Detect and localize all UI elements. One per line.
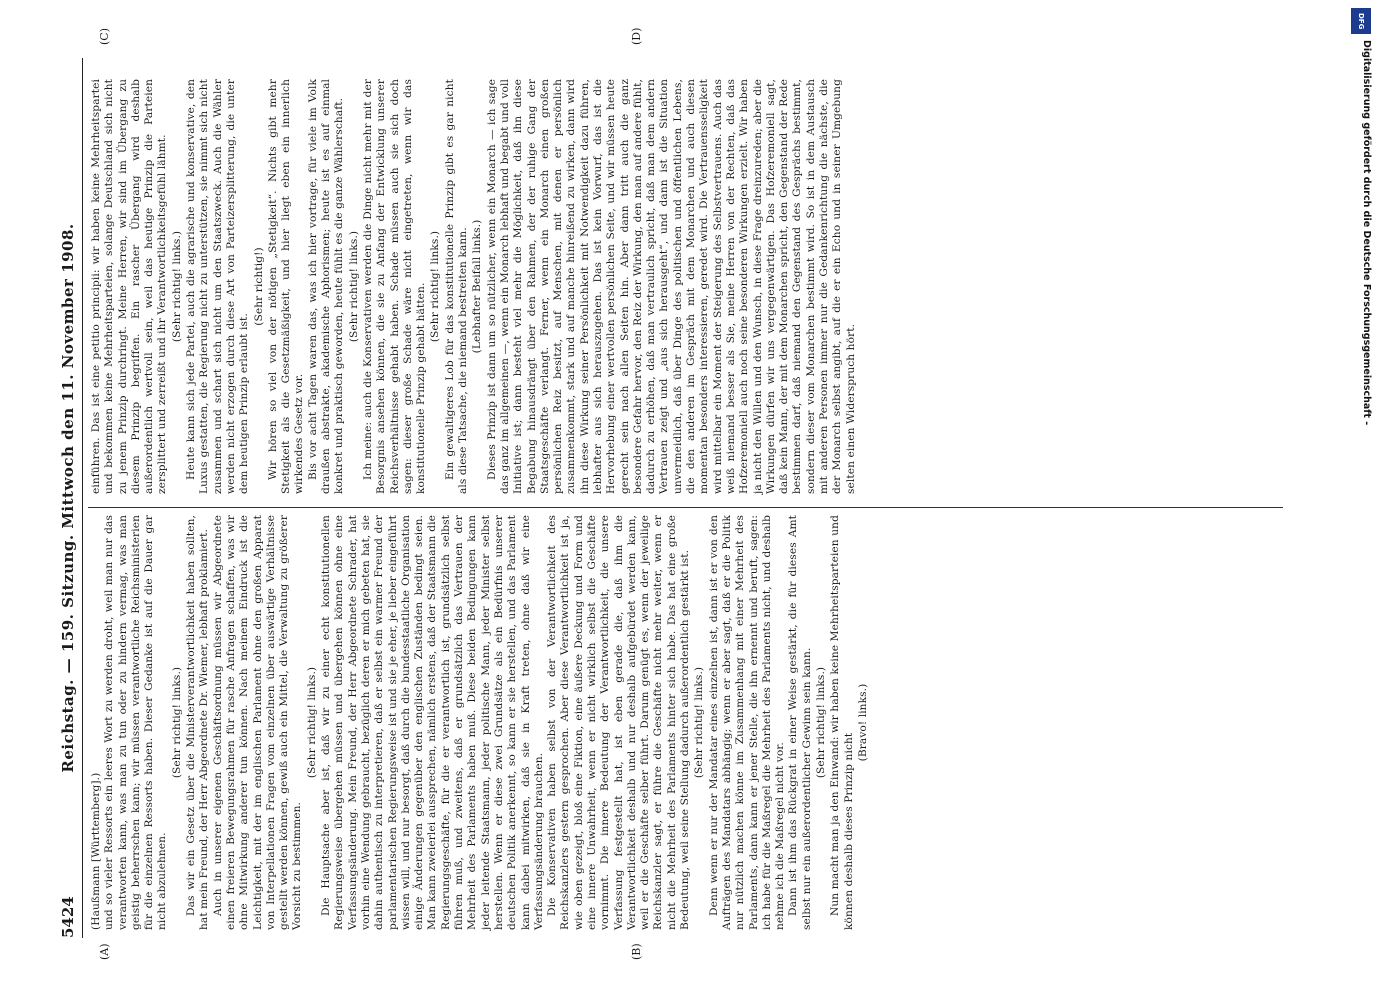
paragraph: Ein gewaltigeres Lob für das konstitutionelle Prinzip gibt es gar nicht als diese Tatsache, die niemand bestreiten kann. — [443, 79, 470, 494]
digitization-credit: Digitalisierung gefördert durch die Deutsche Forschungsgemeinschaft - — [1361, 40, 1372, 426]
paragraph: Das wir ein Gesetz über die Ministerverantwortlichkeit haben sollten, hat mein Freund, der Herr Abgeordnete Dr. Wiemer, lebhaft proklamiert. — [185, 515, 211, 930]
dfg-logo: DFG — [1351, 8, 1371, 34]
right-column — [90, 79, 858, 494]
interjection: (Sehr richtig! links.) — [305, 666, 318, 779]
interjection: (Lebhafter Beifall links.) — [471, 219, 484, 354]
paragraph: Wir hören so viel von der nötigen „Stetigkeit“. Nichts gibt mehr Stetigkeit als die Gesetzmäßigkeit, und hier liegt eben ein innerlich wirkendes Gesetz vor. — [266, 79, 306, 494]
page-number: 5424 — [59, 896, 77, 938]
paragraph: (Haußmann [Württemberg].) — [90, 772, 102, 930]
interjection: (Sehr richtig! links.) — [170, 230, 183, 343]
paragraph: und so vieler Ressorts ein leeres Wort zu werden droht, weil man nur das verantworten kann, was man zu tun oder zu hindern vermag, was man geistig beherrschen kann; wir müssen verantwortliche Reichsministerien für die einzelnen Ressorts haben. Dieser Gedanke ist auf die Dauer gar nicht abzulehnen. — [103, 515, 169, 930]
paragraph: Bis vor acht Tagen waren das, was ich hier vortrage, für viele im Volk draußen abstrakte, akademische Aphorismen; heute ist es auf einmal konkret und praktisch geworden, heute fühlt es die ganze Wählerschaft. — [306, 79, 346, 494]
paragraph: Ich meine: auch die Konservativen werden die Dinge nicht mehr mit der Besorgnis ansehen können, die sie zu Anfang der Entwicklung unserer Reichsverhältnisse gehabt haben. Schade müssen auch sie sich doch sagen: dieser große Schade wäre nicht eingetreten, wenn wir das konstitutionelle Prinzip gehabt hätten. — [361, 79, 428, 494]
paragraph: Die Konservativen haben selbst von der Verantwortlichkeit des Reichskanzlers gestern gesprochen. Aber diese Verantwortlichkeit ist ja, wie oben gezeigt, bloß eine Fiktion, eine äußere Deckung und Form und eine innere Unwahrheit, wenn er nicht wirklich selbst die Geschäfte vornimmt. Die innere Bedeutung der Verantwortlichkeit, die unsere Verfassung festgestellt hat, ist eben gerade die, daß ihm die Verantwortlichkeit deshalb und nur deshalb aufgebürdet werden kann, weil er die Geschäfte selber führt. Darum genügt es, wenn der jeweilige Reichskanzler sagt, er führe die Geschäfte nicht mehr weiter, wenn er nicht die Mehrheit des Parlaments hinter sich habe. Das hat eine große Bedeutung, weil seine Stellung dadurch außerordentlich gestärkt ist. — [546, 515, 692, 930]
interjection: (Sehr richtig!) — [252, 247, 265, 326]
margin-marker-b: (B) — [630, 943, 643, 960]
paragraph: Nun macht man ja den Einwand: wir haben keine Mehrheitsparteien und können deshalb dieses Prinzip nicht — [829, 515, 855, 930]
margin-marker-d: (D) — [630, 27, 643, 45]
interjection: (Sehr richtig! links.) — [693, 666, 706, 779]
paragraph: Dann ist ihm das Rückgrat in einer Weise gestärkt, die für dieses Amt selbst nur ein außerordentlicher Gewinn sein kann. — [787, 515, 813, 930]
paragraph: Die Hauptsache aber ist, daß wir zu einer echt konstitutionellen Regierungsweise übergehen müssen und übergehen können ohne eine Verfassungsänderung. Mein Freund, der Herr Abgeordnete Schrader, hat vorhin eine Wendung gebraucht, bezüglich deren er mich gebeten hat, sie dahin authentisch zu interpretieren, daß er selbst ein warmer Freund der parlamentarischen Regierungsweise ist und sie je eher, je lieber eingeführt wissen will, und nur besorgt, daß durch die bundesstaatliche Organisation einige Änderungen gegenüber den englischen Zuständen bedingt seien. Man kann zweierlei aussprechen, nämlich erstens, daß der Staatsmann die Regierungsgeschäfte, für die er verantwortlich ist, grundsätzlich selbst führen muß, und zweitens, daß er grundsätzlich das Vertrauen der Mehrheit des Parlaments haben muß. Diese beiden Bedingungen kann jeder leitende Staatsmann, jeder politische Mann, jeder Minister selbst herstellen. Wenn er diese zwei Grundsätze als ein Bedürfnis unserer deutschen Politik anerkennt, so kann er sie herstellen, und das Parlament kann dabei mitwirken, daß sie in Kraft treten, ohne daß wir eine Verfassungsänderung brauchen. — [320, 515, 545, 930]
page-header — [52, 58, 83, 938]
paragraph: Dieses Prinzip ist dann um so nützlicher, wenn ein Monarch — ich sage das ganz im allgemeinen —, wenn ein Monarch lebhaft und begabt und voll Initiative ist; dann besteht viel mehr die Möglichkeit, daß ihn diese Begabung hinausdrängt über den Rahmen, der der ruhige Gang der Staatsgeschäfte verlangt. Ferner, wenn ein Monarch einen großen persönlichen Reiz besitzt, auf Menschen, mit denen er persönlich zusammenkommt, stark und auf manche hinreißend zu wirken, dann wird ihn diese Wirkung seiner Persönlichkeit mit Notwendigkeit dazu führen, lebhafter aus sich herauszugehen. Das ist kein Vorwurf, das ist die Hervorhebung einer wertvollen persönlichen Seite, und wir müssen heute gerecht sein nach allen Seiten hin. Aber dann tritt auch die ganz besondere Gefahr hervor, den Reiz der Wirkung, den man auf andere fühlt, dadurch zu erhöhen, daß man vertraulich spricht, daß man dem andern Vertrauen zeigt und „aus sich herausgeht“, und dann ist die Situation unvermeidlich, daß über Dinge des politischen und öffentlichen Lebens, die den anderen im Gespräch mit dem Monarchen und auch diesen momentan besonders interessieren, geredet wird. Die Vertrauensseligkeit wird mittelbar ein Moment der Steigerung des Selbstvertrauens. Auch das weiß niemand besser als Sie, meine Herren von der Rechten, daß das Hofzeremoniell auch noch seine besonderen Wirkungen erzielt. Wir haben ja nicht den Willen und den Wunsch, in diese Frage dreinzureden; aber die Wirkungen dürfen wir uns vergegenwärtigen. Das Hofzeremoniell sagt, daß kein Mann, der mit dem Monarchen spricht, den Gegenstand der Rede bestimmen darf, daß niemand den Gegenstand des Gesprächs bestimmt, sondern dieser vom Monarchen bestimmt wird. So ist in dem Austausch mit anderen Personen immer nur die Gedankenrichtung die nächste, die der Monarch selbst angibt, auf die er ein Echo und in seiner Umgebung selten einen Widerspruch hört. — [485, 79, 857, 494]
margin-marker-a: (A) — [98, 943, 111, 960]
paragraph: einführen. Das ist eine petitio principii: wir haben keine Mehrheitspartei und bekommen keine Mehrheitsparteien, solange Deutschland sich nicht zu jenem Prinzip durchringt. Meine Herren, wir sind im Übergang zu diesem Prinzip begriffen. Ein rascher Übergang wird deshalb außerordentlich wertvoll sein, weil das heutige Prinzip die Parteien zersplittert und zerreißt und ihr Verantwortlichkeitsgefühl lähmt. — [90, 79, 169, 494]
interjection: (Bravo! links.) — [856, 683, 869, 762]
interjection: (Sehr richtig! links.) — [170, 666, 183, 779]
interjection: (Sehr richtig! links.) — [347, 230, 360, 343]
paragraph: Heute kann sich jede Partei, auch die agrarische und konservative, den Luxus gestatten, die Regierung nicht zu unterstützen, sie nimmt sich nicht zusammen und schart sich nicht um den Staatszweck. Auch die Wähler werden nicht erzogen durch diese Art von Parteizersplitterung, die unter dem heutigen Prinzip erlaubt ist. — [185, 79, 251, 494]
page-title: Reichstag. — 159. Sitzung. Mittwoch den 11. November 1908. — [59, 223, 77, 773]
left-column — [90, 515, 871, 930]
margin-marker-c: (C) — [98, 28, 111, 45]
paragraph: Auch in unserer eigenen Geschäftsordnung müssen wir Abgeordnete einen freieren Bewegungsrahmen für rasche Anfragen schaffen, was wir ohne Mitwirkung anderer tun können. Nach meinem Eindruck ist die Leichtigkeit, mit der im englischen Parlament ohne den großen Apparat von Interpellationen Fragen vom einzelnen über auswärtige Verhältnisse gestellt werden können, gewiß auch ein Mittel, die Verwaltung zu größerer Vorsicht zu bestimmen. — [211, 515, 304, 930]
interjection: (Sehr richtig! links.) — [429, 230, 442, 343]
paragraph: Denn wenn er nur der Mandatar eines einzelnen ist, dann ist er von den Aufträgen des Mandatars abhängig; wenn er aber sagt, daß er die Politik nur nützlich machen könne im Zusammenhang mit einer Mehrheit des Parlaments, dann kann er jener Stelle, die ihn ernennt und beruft, sagen: ich habe für die Maßregel die Mehrheit des Parlaments nicht, und deshalb nehme ich die Maßregel nicht vor. — [707, 515, 787, 930]
interjection: (Sehr richtig! links.) — [815, 666, 828, 779]
column-divider — [88, 507, 1283, 508]
